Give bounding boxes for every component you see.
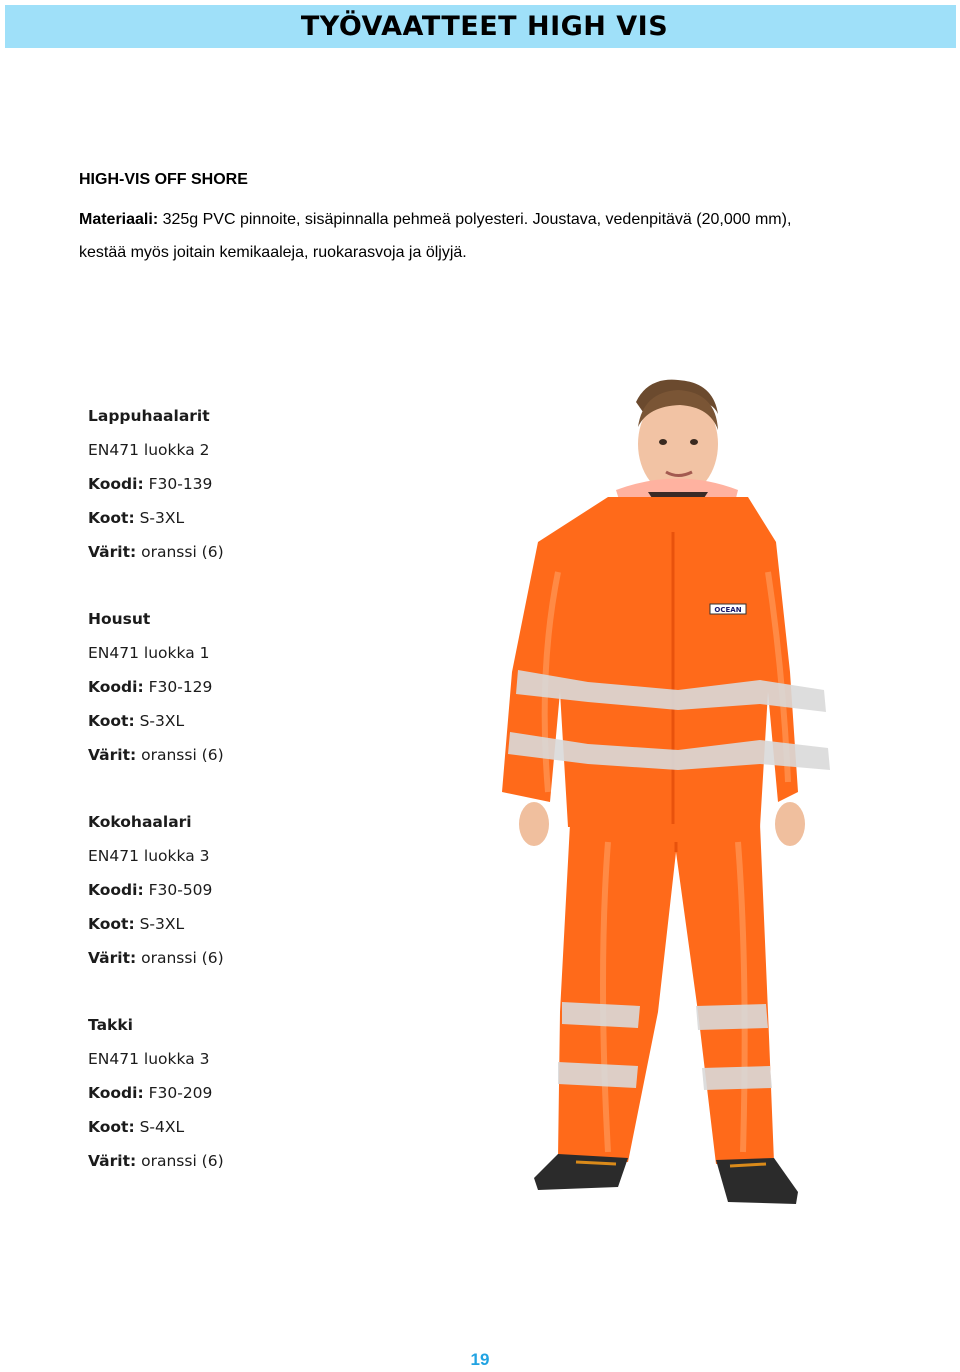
product-name: Kokohaalari <box>88 813 192 831</box>
material-text-line1: 325g PVC pinnoite, sisäpinnalla pehmeä polyesteri. Joustava, vedenpitävä (20,000 mm), <box>158 211 792 228</box>
sizes-label: Koot: <box>88 1118 135 1136</box>
code-value: F30-209 <box>143 1084 213 1102</box>
code-value: F30-129 <box>143 678 213 696</box>
product-standard: EN471 luokka 1 <box>88 644 210 662</box>
product-name: Housut <box>88 610 151 628</box>
hi-vis-suit-illustration <box>498 372 843 1212</box>
product-lappuhaalarit <box>88 405 388 575</box>
product-sizes <box>88 1116 388 1150</box>
sizes-value: S-3XL <box>134 712 185 730</box>
product-standard: EN471 luokka 2 <box>88 441 210 459</box>
sizes-value: S-3XL <box>134 509 185 527</box>
colors-value: oranssi (6) <box>136 543 224 561</box>
code-label: Koodi: <box>88 678 144 696</box>
product-code <box>88 676 388 710</box>
product-colors <box>88 541 388 575</box>
colors-value: oranssi (6) <box>136 746 224 764</box>
product-code <box>88 1082 388 1116</box>
product-colors <box>88 1150 388 1184</box>
colors-value: oranssi (6) <box>136 949 224 967</box>
section-subtitle: HIGH-VIS OFF SHORE <box>79 171 248 188</box>
material-label: Materiaali: <box>79 211 159 228</box>
intro-section <box>79 169 859 269</box>
sizes-value: S-3XL <box>134 915 185 933</box>
product-name: Lappuhaalarit <box>88 407 210 425</box>
colors-label: Värit: <box>88 746 137 764</box>
code-label: Koodi: <box>88 475 144 493</box>
code-label: Koodi: <box>88 881 144 899</box>
product-takki <box>88 1014 388 1184</box>
product-standard: EN471 luokka 3 <box>88 1050 210 1068</box>
code-value: F30-509 <box>143 881 213 899</box>
page-title: TYÖVAATTEET HIGH VIS <box>300 11 669 42</box>
jacket-logo-text: OCEAN <box>714 606 742 614</box>
product-code <box>88 473 388 507</box>
product-photo <box>498 372 843 1212</box>
product-code <box>88 879 388 913</box>
code-label: Koodi: <box>88 1084 144 1102</box>
product-kokohaalari <box>88 811 388 981</box>
page-number: 19 <box>470 1350 490 1369</box>
sizes-label: Koot: <box>88 915 135 933</box>
product-list <box>88 405 388 1217</box>
product-colors <box>88 744 388 778</box>
sizes-label: Koot: <box>88 509 135 527</box>
sizes-value: S-4XL <box>134 1118 185 1136</box>
material-description <box>79 203 859 269</box>
product-sizes <box>88 710 388 744</box>
material-text-line2: kestää myös joitain kemikaaleja, ruokarasvoja ja öljyjä. <box>79 244 467 261</box>
colors-label: Värit: <box>88 949 137 967</box>
product-sizes <box>88 507 388 541</box>
colors-value: oranssi (6) <box>136 1152 224 1170</box>
product-housut <box>88 608 388 778</box>
header-band <box>5 5 956 48</box>
colors-label: Värit: <box>88 1152 137 1170</box>
product-standard: EN471 luokka 3 <box>88 847 210 865</box>
sizes-label: Koot: <box>88 712 135 730</box>
colors-label: Värit: <box>88 543 137 561</box>
product-colors <box>88 947 388 981</box>
code-value: F30-139 <box>143 475 213 493</box>
product-sizes <box>88 913 388 947</box>
product-name: Takki <box>88 1016 133 1034</box>
